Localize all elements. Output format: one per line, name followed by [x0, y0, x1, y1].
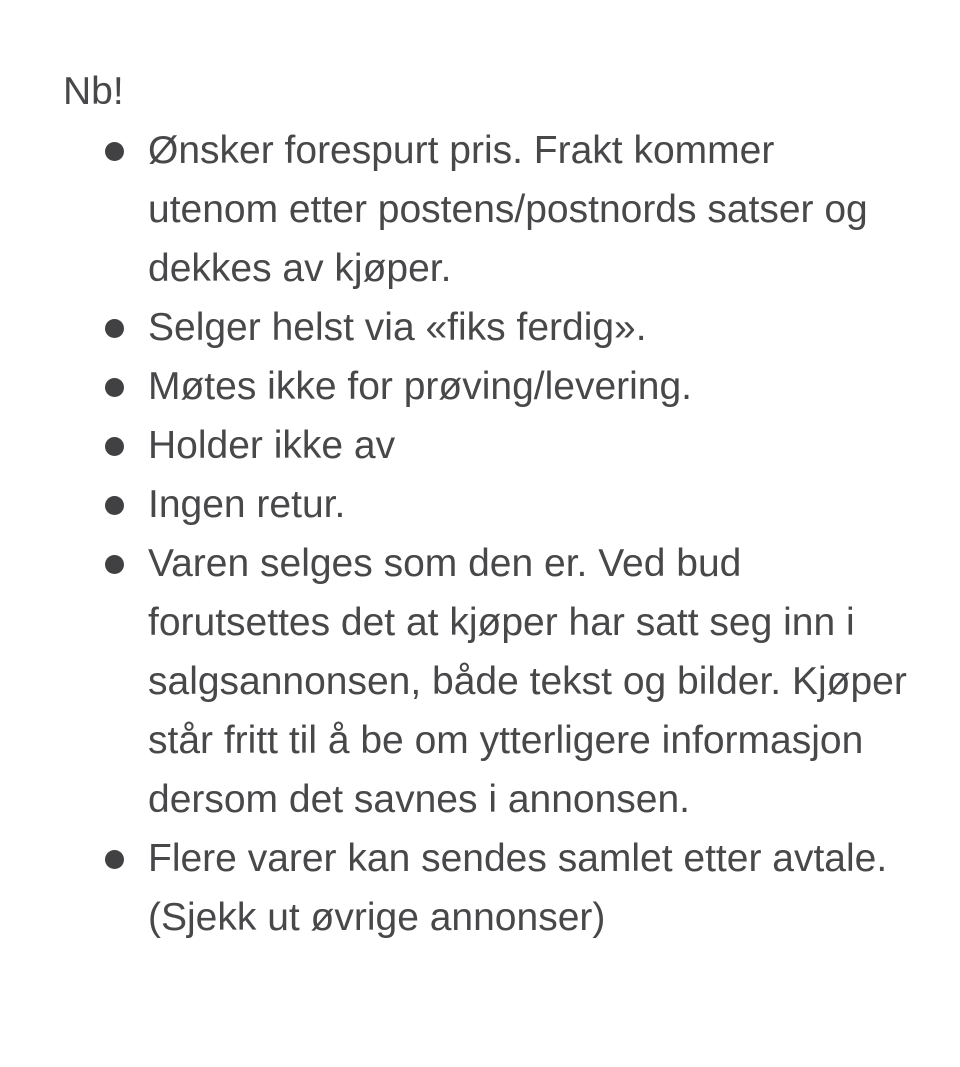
list-item [105, 534, 908, 829]
list-item-text: Ingen retur. [148, 483, 346, 526]
list-item [105, 475, 908, 534]
list-item [105, 121, 908, 298]
list-item [105, 829, 908, 947]
list-item-text: Ønsker forespurt pris. Frakt kommer utenom etter postens/postnords satser og dekkes av kjøper. [148, 129, 868, 290]
list-item [105, 298, 908, 357]
list-item-text: Selger helst via «fiks ferdig». [148, 306, 647, 349]
list-item-text: Varen selges som den er. Ved bud forutsettes det at kjøper har satt seg inn i salgsannonsen, både tekst og bilder. Kjøper står fritt til å be om ytterligere informasjon dersom det savnes i annonsen. [148, 542, 907, 821]
note-list [105, 121, 908, 947]
bullet-icon [105, 319, 124, 338]
bullet-icon [105, 496, 124, 515]
note-heading: Nb! [63, 70, 124, 113]
list-item [105, 357, 908, 416]
bullet-icon [105, 437, 124, 456]
bullet-icon [105, 142, 124, 161]
list-item [105, 416, 908, 475]
list-item-text: Holder ikke av [148, 424, 396, 467]
bullet-icon [105, 850, 124, 869]
bullet-icon [105, 378, 124, 397]
list-item-text: Flere varer kan sendes samlet etter avtale. (Sjekk ut øvrige annonser) [148, 837, 888, 939]
bullet-icon [105, 555, 124, 574]
list-item-text: Møtes ikke for prøving/levering. [148, 365, 693, 408]
